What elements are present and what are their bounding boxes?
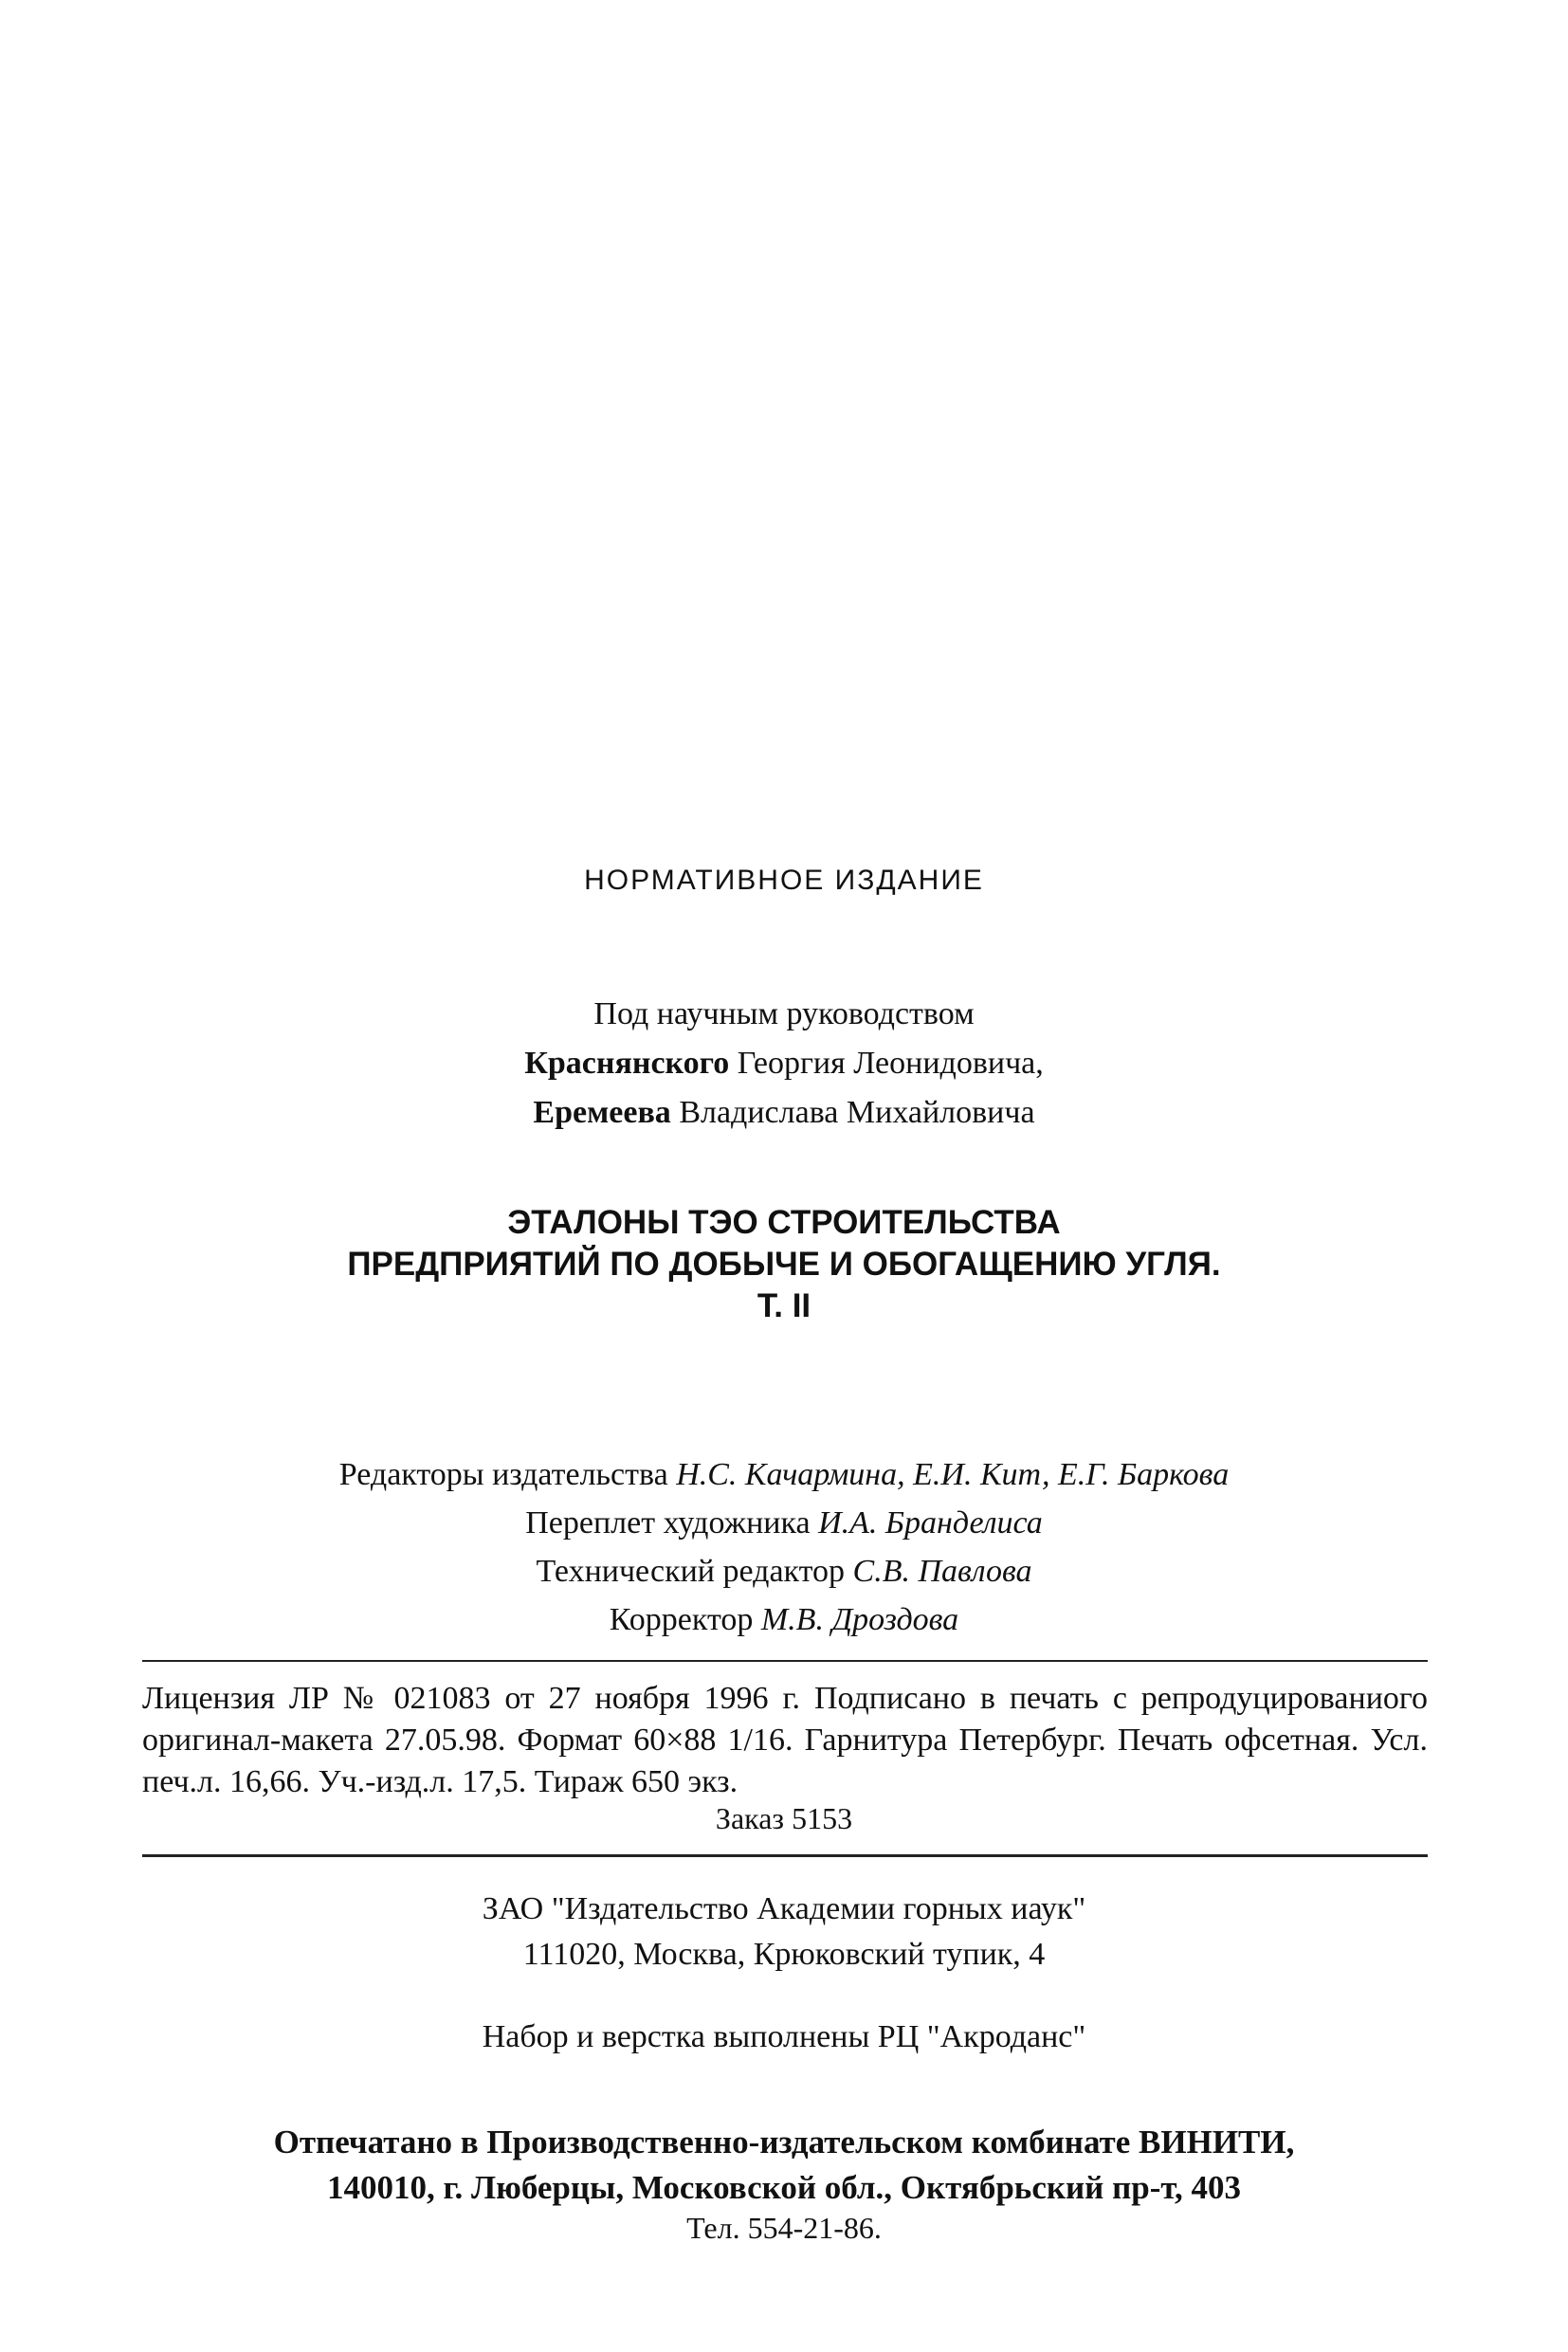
supervisor-1-rest: Георгия Леонидовича, bbox=[729, 1046, 1044, 1081]
tech-editor-name: С.В. Павлова bbox=[852, 1554, 1032, 1589]
printer-line-2: 140010, г. Люберцы, Московской обл., Октябрьский пр-т, 403 bbox=[327, 2169, 1241, 2206]
credit-tech-editor bbox=[0, 1547, 1568, 1595]
supervisor-2 bbox=[0, 1088, 1568, 1138]
supervisor-2-rest: Владислава Михайловича bbox=[670, 1095, 1035, 1130]
tech-editor-label: Технический редактор bbox=[536, 1554, 853, 1589]
credit-editors bbox=[0, 1450, 1568, 1499]
cover-name: И.А. Бранделиса bbox=[818, 1505, 1043, 1541]
supervisor-1-surname: Краснянского bbox=[524, 1046, 730, 1081]
divider-top bbox=[142, 1660, 1428, 1662]
divider-bottom bbox=[142, 1854, 1428, 1857]
publisher-block bbox=[0, 1887, 1568, 1978]
license-text: Лицензия ЛР № 021083 от 27 ноября 1996 г. Подписано в печать с репродуцированиого оригинал-макета 27.05.98. Формат 60×88 1/16. Гарнитура Петербург. Печать офсетная. Усл. печ.л. 16,66. Уч.-изд.л. 17,5. Тираж 650 экз. bbox=[142, 1681, 1428, 1799]
publisher-name: ЗАО "Издательство Академии горных иаук" bbox=[482, 1891, 1086, 1926]
phone-number: Тел. 554-21-86. bbox=[686, 2211, 882, 2245]
typesetting-note: Набор и верстка выполнены РЦ "Акроданс" bbox=[482, 2019, 1086, 2054]
credit-cover bbox=[0, 1499, 1568, 1547]
supervision-block bbox=[0, 990, 1568, 1138]
printer-line-1: Отпечатано в Производственно-издательском комбинате ВИНИТИ, bbox=[273, 2124, 1295, 2161]
order-number: Заказ 5153 bbox=[715, 1801, 853, 1835]
supervisor-1 bbox=[0, 1039, 1568, 1088]
credit-proofreader bbox=[0, 1595, 1568, 1644]
credits-block bbox=[0, 1450, 1568, 1644]
edition-type: НОРМАТИВНОЕ ИЗДАНИЕ bbox=[584, 865, 984, 896]
title-line-1: ЭТАЛОНЫ ТЭО СТРОИТЕЛЬСТВА bbox=[507, 1204, 1061, 1241]
proofreader-label: Корректор bbox=[609, 1602, 761, 1637]
editors-names: Н.С. Качармина, Е.И. Кит, Е.Г. Баркова bbox=[676, 1457, 1230, 1492]
editors-label: Редакторы издательства bbox=[338, 1457, 677, 1492]
supervisor-2-surname: Еремеева bbox=[533, 1095, 671, 1130]
book-title bbox=[0, 1202, 1568, 1327]
supervision-intro: Под научным руководством bbox=[593, 996, 975, 1031]
publisher-address: 111020, Москва, Крюковский тупик, 4 bbox=[522, 1937, 1046, 1972]
proofreader-name: М.В. Дроздова bbox=[760, 1602, 959, 1637]
printer-block bbox=[0, 2120, 1568, 2211]
cover-label: Переплет художника bbox=[525, 1505, 819, 1541]
title-line-2: ПРЕДПРИЯТИЙ ПО ДОБЫЧЕ И ОБОГАЩЕНИЮ УГЛЯ. bbox=[347, 1246, 1221, 1283]
title-volume: Т. II bbox=[757, 1287, 811, 1324]
